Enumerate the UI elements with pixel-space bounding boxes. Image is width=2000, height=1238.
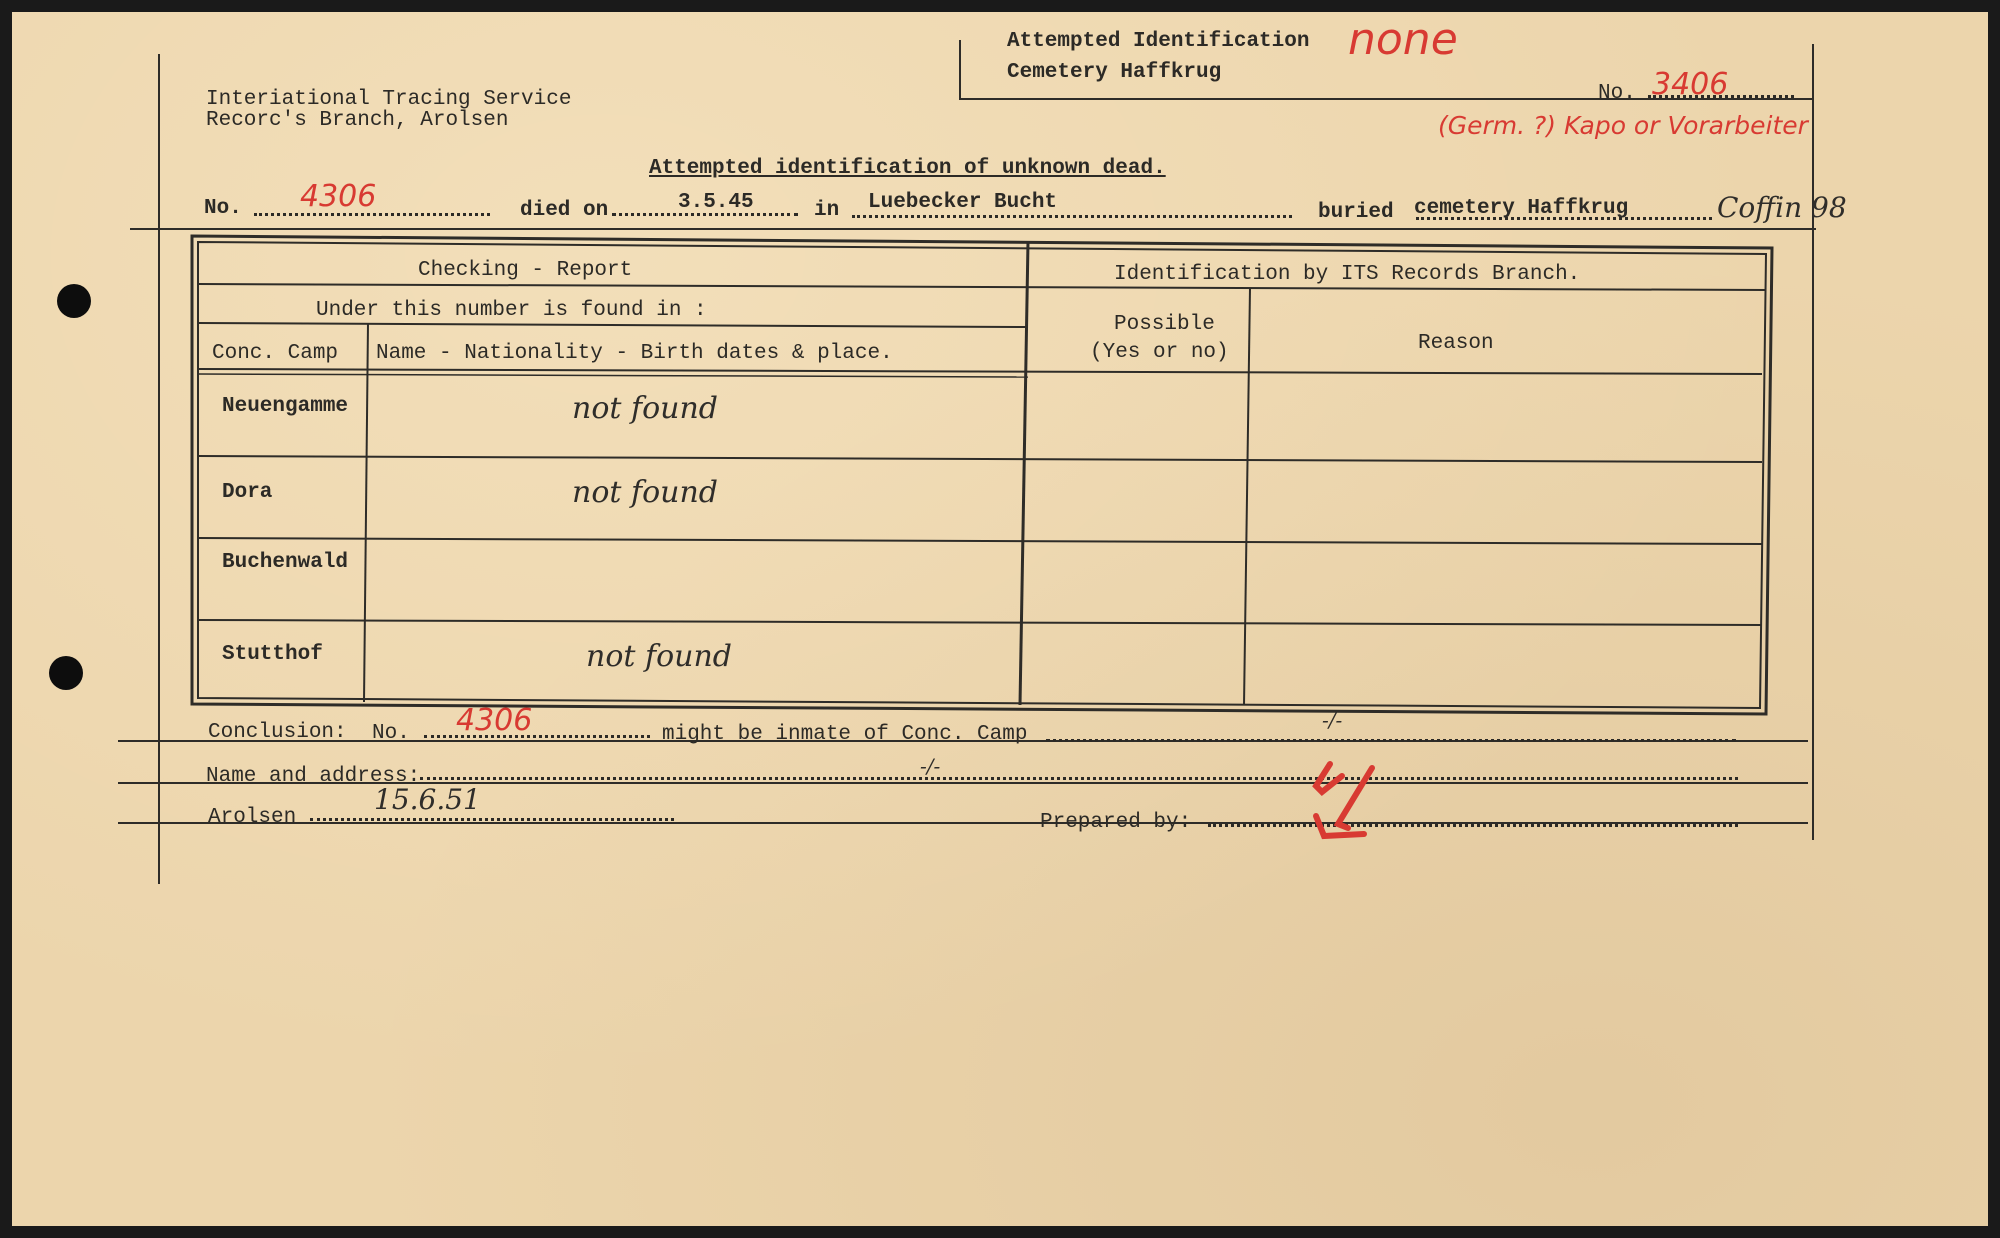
camp-stutthof: Stutthof: [222, 643, 323, 666]
handwritten-none: none: [1348, 14, 1458, 65]
org-line-1: Interiational Tracing Service: [206, 88, 572, 111]
conclusion-label: Conclusion:: [208, 721, 347, 744]
found-in-header: Under this number is found in :: [316, 299, 707, 322]
conclusion-no-value: 4306: [456, 703, 533, 738]
page-title: Attempted identification of unknown dead.: [649, 157, 1166, 180]
record-no-label: No.: [204, 197, 242, 220]
arolsen-label: Arolsen: [208, 806, 297, 829]
org-line-2: Recorc's Branch, Arolsen: [206, 109, 509, 132]
camp-neuengamme: Neuengamme: [222, 395, 349, 418]
conclusion-no-label: No.: [372, 722, 410, 745]
col-name-nationality: Name - Nationality - Birth dates & place.: [376, 342, 893, 365]
header-no-label: No.: [1598, 82, 1636, 105]
camp-dora: Dora: [222, 481, 273, 504]
col-possible-line-2: (Yes or no): [1090, 341, 1229, 364]
conclusion-text: might be inmate of Conc. Camp: [662, 723, 1028, 746]
name-address-dash: -/-: [920, 754, 941, 778]
buried-value: cemetery Haffkrug: [1414, 197, 1629, 220]
result-stutthof: not found: [586, 639, 732, 674]
conclusion-dash: -/-: [1322, 708, 1343, 732]
name-address-label: Name and address:: [206, 765, 421, 788]
header-box-line-2: Cemetery Haffkrug: [1007, 61, 1222, 84]
header-no-value: 3406: [1652, 67, 1729, 102]
coffin-note: Coffin 98: [1717, 191, 1847, 224]
record-card: [12, 12, 1988, 1226]
record-no-value: 4306: [300, 179, 377, 214]
col-possible-line-1: Possible: [1114, 313, 1215, 336]
camp-buchenwald: Buchenwald: [222, 551, 349, 574]
checking-report-header: Checking - Report: [418, 259, 633, 282]
date-value: 15.6.51: [374, 783, 481, 816]
buried-label: buried: [1318, 201, 1394, 224]
in-label: in: [814, 199, 840, 222]
died-value: 3.5.45: [678, 191, 754, 214]
in-value: Luebecker Bucht: [868, 191, 1058, 214]
header-box-line-1: Attempted Identification: [1007, 30, 1310, 53]
result-neuengamme: not found: [572, 391, 718, 426]
col-reason: Reason: [1418, 332, 1494, 355]
identification-header: Identification by ITS Records Branch.: [1114, 263, 1581, 286]
result-dora: not found: [572, 475, 718, 510]
kapo-note: (Germ. ?) Kapo or Vorarbeiter: [1438, 111, 1808, 140]
died-label: died on: [520, 199, 609, 222]
col-conc-camp: Conc. Camp: [212, 342, 339, 365]
initials-signature: [12, 12, 1988, 1226]
prepared-by-label: Prepared by:: [1040, 811, 1192, 834]
